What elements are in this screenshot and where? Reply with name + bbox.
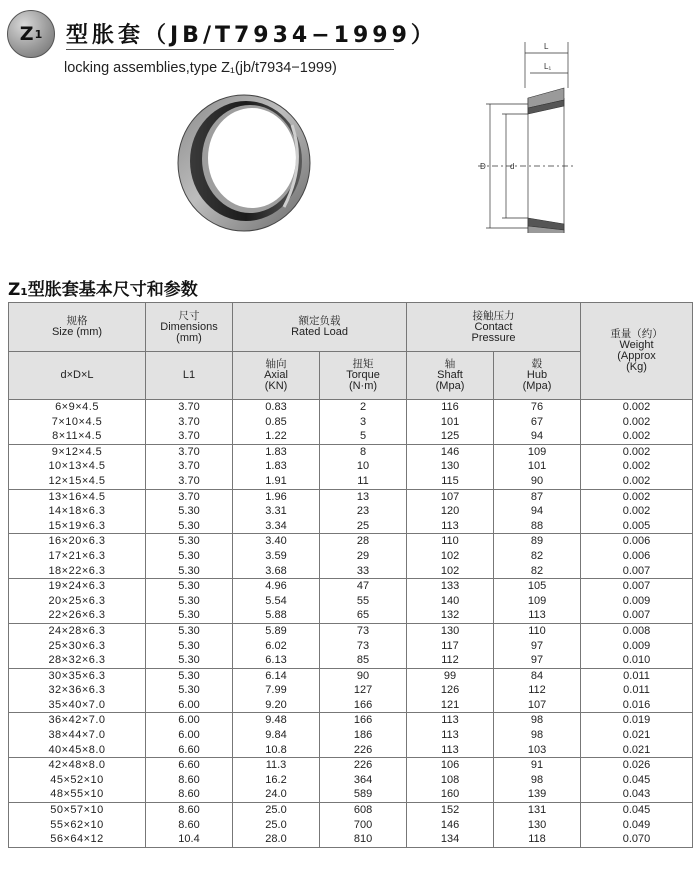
header-rated-load: 额定负载 Rated Load (233, 303, 407, 352)
type-badge (7, 10, 55, 58)
cell-size: 19×24×6.3 (9, 579, 146, 594)
cell-weight: 0.005 (581, 519, 693, 534)
cell-l1: 5.30 (146, 519, 233, 534)
cell-shaft: 146 (407, 444, 494, 459)
cell-weight: 0.021 (581, 728, 693, 743)
cell-weight: 0.002 (581, 504, 693, 519)
cell-l1: 5.30 (146, 653, 233, 668)
table-row (9, 818, 693, 833)
cell-hub: 101 (494, 459, 581, 474)
cell-shaft: 112 (407, 653, 494, 668)
table-row (9, 444, 693, 459)
cell-axial: 9.84 (233, 728, 320, 743)
cell-weight: 0.045 (581, 803, 693, 818)
cell-torque: 186 (320, 728, 407, 743)
cell-weight: 0.026 (581, 758, 693, 773)
cell-axial: 1.96 (233, 489, 320, 504)
cell-l1: 3.70 (146, 459, 233, 474)
cell-l1: 3.70 (146, 400, 233, 415)
specification-table (8, 302, 693, 848)
cell-weight: 0.002 (581, 489, 693, 504)
table-row (9, 594, 693, 609)
cell-axial: 3.40 (233, 534, 320, 549)
cell-weight: 0.070 (581, 832, 693, 847)
cell-hub: 112 (494, 683, 581, 698)
header-axial: 轴向 Axial (KN) (233, 352, 320, 400)
cell-l1: 5.30 (146, 549, 233, 564)
cell-weight: 0.011 (581, 668, 693, 683)
cell-l1: 5.30 (146, 594, 233, 609)
cell-hub: 67 (494, 415, 581, 430)
cell-axial: 5.54 (233, 594, 320, 609)
cell-l1: 10.4 (146, 832, 233, 847)
cell-axial: 3.31 (233, 504, 320, 519)
cell-l1: 5.30 (146, 639, 233, 654)
cell-l1: 6.00 (146, 698, 233, 713)
table-row (9, 415, 693, 430)
cell-axial: 0.85 (233, 415, 320, 430)
cell-size: 36×42×7.0 (9, 713, 146, 728)
table-row (9, 489, 693, 504)
cell-axial: 1.22 (233, 429, 320, 444)
cell-axial: 11.3 (233, 758, 320, 773)
cell-weight: 0.007 (581, 579, 693, 594)
cell-weight: 0.002 (581, 415, 693, 430)
cell-hub: 90 (494, 474, 581, 489)
cell-shaft: 133 (407, 579, 494, 594)
cell-torque: 3 (320, 415, 407, 430)
cell-torque: 11 (320, 474, 407, 489)
cell-hub: 113 (494, 608, 581, 623)
cell-axial: 25.0 (233, 803, 320, 818)
cell-shaft: 132 (407, 608, 494, 623)
cell-shaft: 102 (407, 564, 494, 579)
cell-hub: 130 (494, 818, 581, 833)
cell-hub: 98 (494, 728, 581, 743)
cell-shaft: 152 (407, 803, 494, 818)
cell-size: 55×62×10 (9, 818, 146, 833)
table-row (9, 579, 693, 594)
cell-axial: 16.2 (233, 773, 320, 788)
cell-size: 6×9×4.5 (9, 400, 146, 415)
cell-weight: 0.002 (581, 444, 693, 459)
cell-axial: 3.68 (233, 564, 320, 579)
cell-torque: 73 (320, 639, 407, 654)
cell-hub: 91 (494, 758, 581, 773)
cell-torque: 13 (320, 489, 407, 504)
table-body (9, 400, 693, 848)
cell-weight: 0.016 (581, 698, 693, 713)
cell-l1: 5.30 (146, 534, 233, 549)
cell-size: 22×26×6.3 (9, 608, 146, 623)
cell-l1: 8.60 (146, 787, 233, 802)
cell-shaft: 113 (407, 743, 494, 758)
cell-l1: 6.60 (146, 743, 233, 758)
cell-weight: 0.007 (581, 608, 693, 623)
cell-size: 10×13×4.5 (9, 459, 146, 474)
header-shaft: 轴 Shaft (Mpa) (407, 352, 494, 400)
cell-axial: 9.20 (233, 698, 320, 713)
cell-size: 25×30×6.3 (9, 639, 146, 654)
cell-l1: 5.30 (146, 668, 233, 683)
table-row (9, 698, 693, 713)
cell-l1: 8.60 (146, 773, 233, 788)
cell-weight: 0.006 (581, 549, 693, 564)
cell-l1: 5.30 (146, 504, 233, 519)
cell-axial: 6.02 (233, 639, 320, 654)
cell-l1: 5.30 (146, 608, 233, 623)
cell-l1: 6.00 (146, 728, 233, 743)
label-L1: L₁ (544, 62, 552, 71)
cell-axial: 28.0 (233, 832, 320, 847)
cell-torque: 47 (320, 579, 407, 594)
cell-weight: 0.011 (581, 683, 693, 698)
cell-torque: 65 (320, 608, 407, 623)
cell-weight: 0.009 (581, 639, 693, 654)
cell-hub: 103 (494, 743, 581, 758)
cell-hub: 82 (494, 549, 581, 564)
cell-axial: 3.59 (233, 549, 320, 564)
badge-letter: Z (19, 23, 34, 45)
cell-torque: 5 (320, 429, 407, 444)
cell-torque: 85 (320, 653, 407, 668)
cell-hub: 94 (494, 429, 581, 444)
cell-hub: 118 (494, 832, 581, 847)
cell-shaft: 99 (407, 668, 494, 683)
cell-hub: 139 (494, 787, 581, 802)
cell-torque: 166 (320, 713, 407, 728)
cell-size: 17×21×6.3 (9, 549, 146, 564)
cell-shaft: 130 (407, 623, 494, 638)
cell-torque: 23 (320, 504, 407, 519)
cell-torque: 29 (320, 549, 407, 564)
cell-hub: 109 (494, 594, 581, 609)
cell-l1: 5.30 (146, 564, 233, 579)
table-row (9, 608, 693, 623)
cell-size: 24×28×6.3 (9, 623, 146, 638)
header-l1: L1 (146, 352, 233, 400)
cell-hub: 94 (494, 504, 581, 519)
cell-size: 35×40×7.0 (9, 698, 146, 713)
cell-size: 56×64×12 (9, 832, 146, 847)
cell-torque: 8 (320, 444, 407, 459)
cell-weight: 0.043 (581, 787, 693, 802)
table-row (9, 504, 693, 519)
cell-torque: 810 (320, 832, 407, 847)
cell-axial: 1.91 (233, 474, 320, 489)
header-torque: 扭矩 Torque (N·m) (320, 352, 407, 400)
table-row (9, 683, 693, 698)
cell-weight: 0.007 (581, 564, 693, 579)
cell-size: 14×18×6.3 (9, 504, 146, 519)
cell-torque: 226 (320, 758, 407, 773)
cell-shaft: 125 (407, 429, 494, 444)
cell-size: 20×25×6.3 (9, 594, 146, 609)
cell-torque: 2 (320, 400, 407, 415)
header-size: 规格 Size (mm) (9, 303, 146, 352)
cell-l1: 3.70 (146, 489, 233, 504)
badge-subscript: 1 (34, 27, 43, 41)
cell-size: 7×10×4.5 (9, 415, 146, 430)
cell-weight: 0.008 (581, 623, 693, 638)
cell-weight: 0.045 (581, 773, 693, 788)
table-row (9, 549, 693, 564)
cell-shaft: 115 (407, 474, 494, 489)
cell-torque: 28 (320, 534, 407, 549)
cell-l1: 8.60 (146, 818, 233, 833)
cell-shaft: 102 (407, 549, 494, 564)
cell-weight: 0.002 (581, 474, 693, 489)
page-subtitle: locking assemblies,type Z₁(jb/t7934−1999) (64, 60, 337, 76)
table-row (9, 400, 693, 415)
cell-hub: 107 (494, 698, 581, 713)
table-row (9, 758, 693, 773)
cell-torque: 90 (320, 668, 407, 683)
cell-torque: 55 (320, 594, 407, 609)
cell-torque: 589 (320, 787, 407, 802)
table-row (9, 713, 693, 728)
table-row (9, 832, 693, 847)
table-row (9, 623, 693, 638)
cell-shaft: 130 (407, 459, 494, 474)
cell-size: 28×32×6.3 (9, 653, 146, 668)
cell-size: 13×16×4.5 (9, 489, 146, 504)
cell-axial: 1.83 (233, 444, 320, 459)
header-dxdl: d×D×L (9, 352, 146, 400)
table-row (9, 534, 693, 549)
cell-size: 40×45×8.0 (9, 743, 146, 758)
cell-axial: 5.88 (233, 608, 320, 623)
cell-shaft: 117 (407, 639, 494, 654)
cell-axial: 3.34 (233, 519, 320, 534)
cell-hub: 131 (494, 803, 581, 818)
header-contact-pressure: 接触压力 Contact Pressure (407, 303, 581, 352)
cell-size: 48×55×10 (9, 787, 146, 802)
cell-size: 50×57×10 (9, 803, 146, 818)
cell-torque: 608 (320, 803, 407, 818)
cell-hub: 110 (494, 623, 581, 638)
cell-l1: 5.30 (146, 579, 233, 594)
cell-hub: 98 (494, 713, 581, 728)
header-weight: 重量（约） Weight (Approx (Kg) (581, 303, 693, 400)
cell-axial: 6.14 (233, 668, 320, 683)
cell-size: 16×20×6.3 (9, 534, 146, 549)
cell-hub: 84 (494, 668, 581, 683)
cell-size: 18×22×6.3 (9, 564, 146, 579)
cell-l1: 3.70 (146, 415, 233, 430)
table-row (9, 668, 693, 683)
cell-axial: 25.0 (233, 818, 320, 833)
cell-size: 38×44×7.0 (9, 728, 146, 743)
cell-shaft: 101 (407, 415, 494, 430)
cell-torque: 33 (320, 564, 407, 579)
cell-l1: 8.60 (146, 803, 233, 818)
cell-size: 15×19×6.3 (9, 519, 146, 534)
cell-weight: 0.002 (581, 400, 693, 415)
cell-axial: 4.96 (233, 579, 320, 594)
cell-hub: 105 (494, 579, 581, 594)
table-row (9, 564, 693, 579)
label-D: D (480, 162, 486, 171)
cell-shaft: 146 (407, 818, 494, 833)
cell-l1: 3.70 (146, 444, 233, 459)
cell-l1: 5.30 (146, 683, 233, 698)
table-row (9, 653, 693, 668)
cell-shaft: 107 (407, 489, 494, 504)
cell-weight: 0.010 (581, 653, 693, 668)
table-row (9, 519, 693, 534)
cell-hub: 98 (494, 773, 581, 788)
table-row (9, 803, 693, 818)
cell-torque: 127 (320, 683, 407, 698)
cell-hub: 88 (494, 519, 581, 534)
table-row (9, 787, 693, 802)
cell-weight: 0.049 (581, 818, 693, 833)
cell-hub: 82 (494, 564, 581, 579)
cell-torque: 364 (320, 773, 407, 788)
cell-torque: 226 (320, 743, 407, 758)
cell-shaft: 160 (407, 787, 494, 802)
cell-weight: 0.019 (581, 713, 693, 728)
cell-shaft: 113 (407, 713, 494, 728)
cell-size: 30×35×6.3 (9, 668, 146, 683)
cell-shaft: 121 (407, 698, 494, 713)
cross-section-drawing (470, 38, 580, 233)
label-L: L (544, 42, 549, 51)
cell-torque: 166 (320, 698, 407, 713)
cell-l1: 6.00 (146, 713, 233, 728)
cell-l1: 3.70 (146, 474, 233, 489)
label-d: d (510, 162, 515, 171)
header-hub: 毂 Hub (Mpa) (494, 352, 581, 400)
cell-size: 45×52×10 (9, 773, 146, 788)
cell-axial: 1.83 (233, 459, 320, 474)
cell-weight: 0.021 (581, 743, 693, 758)
locking-ring-photo (172, 85, 320, 235)
cell-weight: 0.006 (581, 534, 693, 549)
table-row (9, 639, 693, 654)
table-row (9, 474, 693, 489)
cell-l1: 5.30 (146, 623, 233, 638)
table-row (9, 773, 693, 788)
cell-axial: 0.83 (233, 400, 320, 415)
cell-hub: 97 (494, 653, 581, 668)
cell-weight: 0.002 (581, 429, 693, 444)
page-title: 型胀套（JB/T7934−1999） (66, 23, 437, 48)
cell-shaft: 113 (407, 519, 494, 534)
cell-shaft: 134 (407, 832, 494, 847)
cell-weight: 0.009 (581, 594, 693, 609)
cell-l1: 3.70 (146, 429, 233, 444)
table-row (9, 429, 693, 444)
cell-shaft: 116 (407, 400, 494, 415)
cell-shaft: 106 (407, 758, 494, 773)
cell-shaft: 120 (407, 504, 494, 519)
table-row (9, 459, 693, 474)
cell-hub: 87 (494, 489, 581, 504)
cell-torque: 700 (320, 818, 407, 833)
section-title: Z₁型胀套基本尺寸和参数 (8, 280, 198, 300)
cell-size: 42×48×8.0 (9, 758, 146, 773)
header-dimensions: 尺寸 Dimensions (mm) (146, 303, 233, 352)
cell-l1: 6.60 (146, 758, 233, 773)
cell-hub: 76 (494, 400, 581, 415)
cell-axial: 10.8 (233, 743, 320, 758)
cell-axial: 5.89 (233, 623, 320, 638)
cell-axial: 24.0 (233, 787, 320, 802)
cell-size: 32×36×6.3 (9, 683, 146, 698)
table-row (9, 728, 693, 743)
cell-axial: 6.13 (233, 653, 320, 668)
cell-shaft: 126 (407, 683, 494, 698)
cell-axial: 7.99 (233, 683, 320, 698)
cell-hub: 97 (494, 639, 581, 654)
cell-torque: 10 (320, 459, 407, 474)
cell-size: 9×12×4.5 (9, 444, 146, 459)
cell-size: 12×15×4.5 (9, 474, 146, 489)
cell-weight: 0.002 (581, 459, 693, 474)
cell-torque: 73 (320, 623, 407, 638)
cell-shaft: 110 (407, 534, 494, 549)
cell-hub: 89 (494, 534, 581, 549)
title-underline (66, 49, 394, 50)
cell-axial: 9.48 (233, 713, 320, 728)
cell-shaft: 108 (407, 773, 494, 788)
table-row (9, 743, 693, 758)
cell-shaft: 140 (407, 594, 494, 609)
cell-shaft: 113 (407, 728, 494, 743)
cell-hub: 109 (494, 444, 581, 459)
cell-torque: 25 (320, 519, 407, 534)
cell-size: 8×11×4.5 (9, 429, 146, 444)
